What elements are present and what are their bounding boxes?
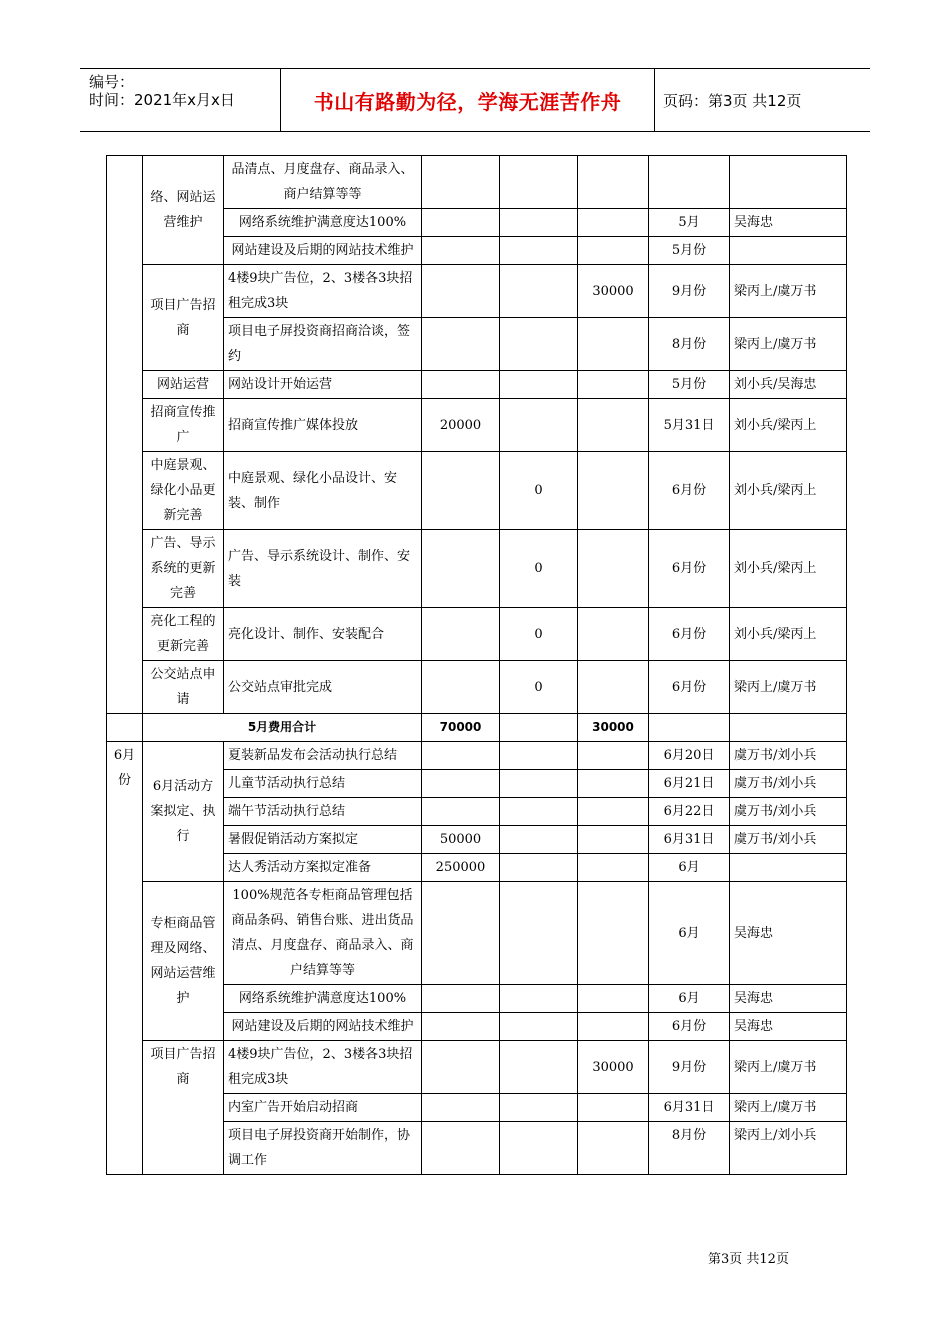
task-cell: 网站建设及后期的网站技术维护 xyxy=(224,237,422,265)
table-row xyxy=(107,156,847,209)
table-row xyxy=(107,265,847,318)
table-row xyxy=(107,452,847,530)
date-cell: 6月22日 xyxy=(649,798,730,826)
date-cell: 6月份 xyxy=(649,530,730,608)
task-cell: 儿童节活动执行总结 xyxy=(224,770,422,798)
table-row xyxy=(107,530,847,608)
budget-cell xyxy=(422,1122,500,1175)
amount-b-cell xyxy=(578,209,649,237)
owner-cell xyxy=(730,854,847,882)
amount-a-cell xyxy=(500,265,578,318)
task-cell: 暑假促销活动方案拟定 xyxy=(224,826,422,854)
budget-cell xyxy=(422,661,500,714)
date-cell: 6月 xyxy=(649,854,730,882)
date-cell: 5月份 xyxy=(649,237,730,265)
amount-b-cell xyxy=(578,770,649,798)
task-cell: 4楼9块广告位，2、3楼各3块招租完成3块 xyxy=(224,1041,422,1094)
total-amount-b: 30000 xyxy=(578,714,649,742)
budget-cell xyxy=(422,371,500,399)
group-cell: 6月活动方案拟定、执行 xyxy=(143,742,224,882)
group-cell: 络、网站运营维护 xyxy=(143,156,224,265)
owner-cell: 吴海忠 xyxy=(730,985,847,1013)
amount-b-cell xyxy=(578,371,649,399)
amount-a-cell xyxy=(500,826,578,854)
budget-cell xyxy=(422,156,500,209)
task-cell: 项目电子屏投资商招商洽谈，签约 xyxy=(224,318,422,371)
task-cell: 网站设计开始运营 xyxy=(224,371,422,399)
date-cell: 6月 xyxy=(649,985,730,1013)
amount-b-cell xyxy=(578,237,649,265)
amount-b-cell xyxy=(578,985,649,1013)
date-cell: 6月20日 xyxy=(649,742,730,770)
group-cell: 项目广告招商 xyxy=(143,265,224,371)
group-cell: 公交站点申请 xyxy=(143,661,224,714)
amount-a-cell xyxy=(500,399,578,452)
date-cell: 6月份 xyxy=(649,661,730,714)
task-cell: 亮化设计、制作、安装配合 xyxy=(224,608,422,661)
amount-a-cell xyxy=(500,742,578,770)
task-cell: 项目电子屏投资商开始制作，协调工作 xyxy=(224,1122,422,1175)
amount-b-cell xyxy=(578,156,649,209)
budget-cell xyxy=(422,209,500,237)
table-row xyxy=(107,882,847,985)
owner-cell: 梁丙上/刘小兵 xyxy=(730,1122,847,1175)
owner-cell: 梁丙上/虞万书 xyxy=(730,661,847,714)
group-cell: 招商宣传推广 xyxy=(143,399,224,452)
date-cell: 8月份 xyxy=(649,318,730,371)
budget-cell xyxy=(422,770,500,798)
month-cell-june: 6月份 xyxy=(107,742,143,1175)
table-row xyxy=(107,1041,847,1094)
amount-b-cell xyxy=(578,854,649,882)
owner-cell xyxy=(730,714,847,742)
total-budget: 70000 xyxy=(422,714,500,742)
amount-a-cell: 0 xyxy=(500,452,578,530)
task-cell: 网络系统维护满意度达100% xyxy=(224,985,422,1013)
page-header xyxy=(80,68,870,132)
amount-a-cell xyxy=(500,1041,578,1094)
amount-b-cell xyxy=(578,798,649,826)
month-cell xyxy=(107,714,143,742)
task-cell: 100%规范各专柜商品管理包括商品条码、销售台账、进出货品清点、月度盘存、商品录入、商户结算等等 xyxy=(224,882,422,985)
amount-a-cell xyxy=(500,714,578,742)
owner-cell: 梁丙上/虞万书 xyxy=(730,265,847,318)
owner-cell: 吴海忠 xyxy=(730,1013,847,1041)
budget-cell xyxy=(422,1013,500,1041)
budget-cell xyxy=(422,985,500,1013)
header-motto-cell xyxy=(281,69,655,131)
budget-cell: 50000 xyxy=(422,826,500,854)
date-cell: 6月31日 xyxy=(649,1094,730,1122)
group-cell: 项目广告招商 xyxy=(143,1041,224,1175)
group-cell: 网站运营 xyxy=(143,371,224,399)
date-cell: 6月 xyxy=(649,882,730,985)
task-cell: 网站建设及后期的网站技术维护 xyxy=(224,1013,422,1041)
owner-cell: 刘小兵/吴海忠 xyxy=(730,371,847,399)
budget-cell xyxy=(422,237,500,265)
budget-cell xyxy=(422,1094,500,1122)
amount-b-cell xyxy=(578,742,649,770)
amount-a-cell xyxy=(500,770,578,798)
owner-cell: 刘小兵/梁丙上 xyxy=(730,399,847,452)
table-row xyxy=(107,399,847,452)
task-cell: 端午节活动执行总结 xyxy=(224,798,422,826)
date-cell: 6月31日 xyxy=(649,826,730,854)
budget-cell xyxy=(422,452,500,530)
task-cell: 招商宣传推广媒体投放 xyxy=(224,399,422,452)
owner-cell: 刘小兵/梁丙上 xyxy=(730,452,847,530)
amount-a-cell xyxy=(500,882,578,985)
date-cell: 5月 xyxy=(649,209,730,237)
amount-a-cell: 0 xyxy=(500,530,578,608)
amount-a-cell: 0 xyxy=(500,608,578,661)
owner-cell: 虞万书/刘小兵 xyxy=(730,826,847,854)
date-cell: 6月21日 xyxy=(649,770,730,798)
may-total-row xyxy=(107,714,847,742)
table-row xyxy=(107,661,847,714)
amount-b-cell xyxy=(578,1013,649,1041)
owner-cell xyxy=(730,237,847,265)
amount-a-cell xyxy=(500,371,578,399)
amount-a-cell xyxy=(500,985,578,1013)
budget-cell xyxy=(422,318,500,371)
amount-b-cell xyxy=(578,318,649,371)
task-cell: 广告、导示系统设计、制作、安装 xyxy=(224,530,422,608)
date-cell: 5月份 xyxy=(649,371,730,399)
owner-cell xyxy=(730,156,847,209)
amount-b-cell xyxy=(578,882,649,985)
amount-b-cell: 30000 xyxy=(578,265,649,318)
budget-cell: 250000 xyxy=(422,854,500,882)
amount-b-cell: 30000 xyxy=(578,1041,649,1094)
table-row xyxy=(107,608,847,661)
budget-cell xyxy=(422,1041,500,1094)
task-cell: 品清点、月度盘存、商品录入、商户结算等等 xyxy=(224,156,422,209)
owner-cell: 刘小兵/梁丙上 xyxy=(730,530,847,608)
motto: 书山有路勤为径，学海无涯苦作舟 xyxy=(313,89,622,114)
time-label: 时间：2021年x月x日 xyxy=(89,91,235,109)
header-meta xyxy=(80,69,281,131)
plan-table xyxy=(106,155,847,1175)
amount-a-cell xyxy=(500,1122,578,1175)
amount-b-cell xyxy=(578,661,649,714)
amount-b-cell xyxy=(578,1094,649,1122)
task-cell: 公交站点审批完成 xyxy=(224,661,422,714)
amount-a-cell xyxy=(500,237,578,265)
amount-b-cell xyxy=(578,399,649,452)
date-cell xyxy=(649,156,730,209)
amount-a-cell xyxy=(500,1013,578,1041)
date-cell: 6月份 xyxy=(649,608,730,661)
page-info: 页码：第3页 共12页 xyxy=(663,91,802,110)
budget-cell: 20000 xyxy=(422,399,500,452)
budget-cell xyxy=(422,882,500,985)
amount-b-cell xyxy=(578,608,649,661)
budget-cell xyxy=(422,608,500,661)
amount-b-cell xyxy=(578,1122,649,1175)
date-cell: 5月31日 xyxy=(649,399,730,452)
amount-b-cell xyxy=(578,452,649,530)
date-cell: 9月份 xyxy=(649,1041,730,1094)
task-cell: 夏装新品发布会活动执行总结 xyxy=(224,742,422,770)
owner-cell: 虞万书/刘小兵 xyxy=(730,742,847,770)
number-label: 编号： xyxy=(89,73,135,91)
budget-cell xyxy=(422,530,500,608)
task-cell: 网络系统维护满意度达100% xyxy=(224,209,422,237)
budget-cell xyxy=(422,798,500,826)
group-cell: 中庭景观、绿化小品更新完善 xyxy=(143,452,224,530)
budget-cell xyxy=(422,742,500,770)
amount-a-cell xyxy=(500,854,578,882)
owner-cell: 虞万书/刘小兵 xyxy=(730,798,847,826)
owner-cell: 虞万书/刘小兵 xyxy=(730,770,847,798)
amount-a-cell: 0 xyxy=(500,661,578,714)
date-cell: 9月份 xyxy=(649,265,730,318)
group-cell: 专柜商品管理及网络、网站运营维护 xyxy=(143,882,224,1041)
budget-cell xyxy=(422,265,500,318)
header-page-cell xyxy=(655,69,870,131)
amount-a-cell xyxy=(500,318,578,371)
date-cell xyxy=(649,714,730,742)
owner-cell: 吴海忠 xyxy=(730,209,847,237)
amount-a-cell xyxy=(500,156,578,209)
owner-cell: 吴海忠 xyxy=(730,882,847,985)
amount-b-cell xyxy=(578,826,649,854)
month-cell xyxy=(107,156,143,714)
date-cell: 6月份 xyxy=(649,452,730,530)
amount-a-cell xyxy=(500,1094,578,1122)
page-footer: 第3页 共12页 xyxy=(708,1252,789,1267)
group-cell: 广告、导示系统的更新完善 xyxy=(143,530,224,608)
task-cell: 中庭景观、绿化小品设计、安装、制作 xyxy=(224,452,422,530)
task-cell: 达人秀活动方案拟定准备 xyxy=(224,854,422,882)
owner-cell: 梁丙上/虞万书 xyxy=(730,1094,847,1122)
table-row xyxy=(107,742,847,770)
date-cell: 6月份 xyxy=(649,1013,730,1041)
total-label: 5月费用合计 xyxy=(143,714,422,742)
owner-cell: 刘小兵/梁丙上 xyxy=(730,608,847,661)
owner-cell: 梁丙上/虞万书 xyxy=(730,318,847,371)
amount-a-cell xyxy=(500,209,578,237)
task-cell: 4楼9块广告位，2、3楼各3块招租完成3块 xyxy=(224,265,422,318)
task-cell: 内室广告开始启动招商 xyxy=(224,1094,422,1122)
owner-cell: 梁丙上/虞万书 xyxy=(730,1041,847,1094)
amount-b-cell xyxy=(578,530,649,608)
table-row xyxy=(107,371,847,399)
date-cell: 8月份 xyxy=(649,1122,730,1175)
amount-a-cell xyxy=(500,798,578,826)
group-cell: 亮化工程的更新完善 xyxy=(143,608,224,661)
